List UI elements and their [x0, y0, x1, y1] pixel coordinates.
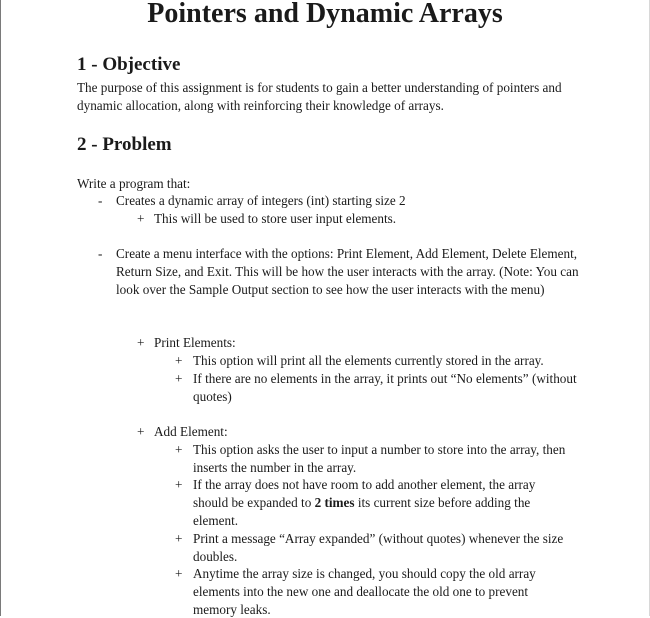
plus-bullet: + — [175, 531, 183, 546]
list-item-create-array: Creates a dynamic array of integers (int) starting size 2 — [116, 193, 406, 208]
plus-bullet: + — [175, 371, 183, 386]
add-element-detail-2-text-b: its current size before adding the element. — [193, 494, 531, 528]
problem-heading: 2 - Problem — [77, 134, 172, 155]
print-elements-detail-2: If there are no elements in the array, it prints out “No elements” (without quotes) — [193, 371, 577, 404]
plus-bullet: + — [175, 442, 183, 457]
objective-heading: 1 - Objective — [77, 54, 181, 75]
add-element-detail-4: Anytime the array size is changed, you should copy the old array elements into the new one and deallocate the old one to prevent memory leaks. — [193, 566, 536, 617]
document-title: Pointers and Dynamic Arrays — [147, 0, 503, 29]
plus-bullet: + — [175, 566, 183, 581]
plus-bullet: + — [137, 211, 145, 226]
list-item-menu-interface: Create a menu interface with the options: Print Element, Add Element, Delete Element, Return Size, and Exit. This will be how the user interacts with the array. (Note: You can look over the Sample Output section to see how the user interacts with the menu) — [116, 246, 579, 297]
print-elements-detail-1: This option will print all the elements currently stored in the array. — [193, 353, 544, 368]
plus-bullet: + — [175, 353, 183, 368]
objective-text: The purpose of this assignment is for students to gain a better understanding of pointers and dynamic allocation, along with reinforcing their knowledge of arrays. — [77, 80, 562, 113]
dash-bullet: - — [98, 246, 103, 261]
plus-bullet: + — [137, 335, 145, 350]
list-subitem-store-input: This will be used to store user input elements. — [154, 211, 397, 226]
add-element-heading: Add Element: — [154, 424, 228, 439]
dash-bullet: - — [98, 193, 103, 208]
page-left-edge — [0, 0, 1, 616]
problem-intro: Write a program that: — [77, 176, 191, 191]
add-element-detail-2-emphasis: 2 times — [314, 494, 355, 510]
plus-bullet: + — [175, 477, 183, 492]
add-element-detail-2 — [193, 476, 573, 529]
plus-bullet: + — [137, 424, 145, 439]
print-elements-heading: Print Elements: — [154, 335, 236, 350]
add-element-detail-2-text-a: If the array does not have room to add another element, the array should be expanded to — [193, 477, 536, 510]
add-element-detail-3: Print a message “Array expanded” (without quotes) whenever the size doubles. — [193, 531, 564, 564]
add-element-detail-1: This option asks the user to input a number to store into the array, then inserts the number in the array. — [193, 442, 566, 475]
